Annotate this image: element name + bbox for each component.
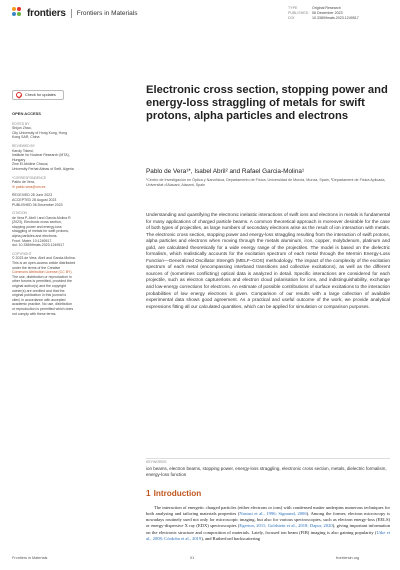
footer-journal: Frontiers in Materials bbox=[12, 556, 48, 560]
article-dates: RECEIVED 28 June 2023 ACCEPTED 28 August 2023 PUBLISHED 06 December 2023 bbox=[12, 193, 63, 207]
citation-head: CITATION bbox=[12, 211, 27, 216]
page-number: 01 bbox=[190, 556, 195, 560]
edited-by: Shijun Zhao, City University of Hong Kong, Hong Kong SAR, China bbox=[12, 126, 68, 140]
correspondence-email-link[interactable]: ✉ pablo.vera@um.es bbox=[12, 184, 46, 189]
reference-link[interactable]: Egerton, 2011; Goldstein et al., 2018; Dapor, 2020 bbox=[239, 523, 333, 529]
reviewed-by-head: REVIEWED BY bbox=[12, 143, 35, 148]
section-heading-introduction bbox=[146, 489, 390, 498]
frontiers-logo[interactable] bbox=[12, 7, 137, 19]
reviewed-by: Karoly Tokesi, Institute for Nuclear Research (MTA), Hungary Zine El Abidine Chaoui, University Ferhat Abbas of Setif, Algeria bbox=[12, 148, 74, 171]
frontiers-mark-icon bbox=[12, 7, 24, 19]
meta-doi[interactable]: DOI 10.3389/fmats.2023.1249517 bbox=[288, 16, 359, 20]
journal-name: Frontiers in Materials bbox=[76, 9, 138, 17]
open-access-label: OPEN ACCESS bbox=[12, 111, 41, 116]
article-sidebar bbox=[12, 90, 98, 319]
check-for-updates-button[interactable]: Check for updates bbox=[12, 90, 64, 100]
copyright: © 2023 de Vera, Abril and Garcia-Molina. This is an open-access article distributed under the terms of the Creative Commons Attribution License (CC BY). The use, distribution or reproduction in other forums is permitted, provided the original author(s) and the copyright owner(s) are credited and that the original publication in this journal is cited, in accordance with accepted academic practice. No use, distribution or reproduction is permitted which does not comply with these terms. bbox=[12, 256, 98, 316]
logo-divider bbox=[71, 9, 72, 18]
keywords-head: KEYWORDS bbox=[146, 460, 167, 464]
citation: de Vera P, Abril I and Garcia-Molina R (2023), Electronic cross section, stopping power and energy-loss straggling of metals for swift protons, alpha particles and electrons. Front. Mater. 10:1249517. doi: 10.3389/fmats.2023.1249517 bbox=[12, 215, 71, 248]
brand-name: frontiers bbox=[27, 7, 66, 19]
meta-type: TYPE Original Research bbox=[288, 6, 341, 10]
footer-site-link[interactable]: frontiersin.org bbox=[336, 556, 360, 560]
introduction-body bbox=[146, 505, 390, 542]
cc-by-license-link[interactable]: Commons Attribution License (CC BY). bbox=[12, 270, 73, 275]
introduction-paragraph: The interaction of energetic charged particles (either electrons or ions) with condensed matter underpins numerous techniques for both analysing and tailoring materials properties (Nastasi et al., 1996; Sigmund, 2006). Among the former, electron microscopy is nowadays routinely used not only for microscopic imaging, but also for various spectroscopies, such as electron energy-loss (EELS) or energy-dispersive X ray (EDX) spectroscopies (Egerton, 2011; Goldstein et al., 2018; Dapor, 2020), giving important information on the electronic structure and composition of materials. Lately, focused ion beam (FIB) imaging is also gaining popularity (Utke et al., 2008; Córdoba et al., 2019), and Rutherford backscattering bbox=[146, 505, 391, 541]
section-number: 1 bbox=[146, 489, 151, 498]
section-title: Introduction bbox=[153, 489, 202, 498]
meta-published: PUBLISHED 06 December 2023 bbox=[288, 11, 343, 15]
correspondence-head: *CORRESPONDENCE bbox=[12, 175, 47, 180]
reference-link[interactable]: Nastasi et al., 1996; Sigmund, 2006 bbox=[239, 511, 307, 517]
article-abstract: Understanding and quantifying the electronic inelastic interactions of swift ions and electrons in metals is fundamental for many applications of charged particle beams. A common theoretical approach is moreover desirable for the case of both types of projectiles, as large numbers of secondary electrons arise as the result of ion interaction with metals. The electronic cross section, stopping power and energy-loss straggling resulting from the interaction of swift protons, alpha particles and electrons when moving through the metals aluminum, iron, copper, molybdenum, platinum and gold, are calculated theoretically for a wide energy range of the projectiles. The model is based on the dielectric formalism, which realistically accounts for the excitation spectrum of each metal through the Mermin Energy-Loss Function—Generalized Oscillator Strength (MELF–GOS) methodology. The impact of the complexity of the excitation spectrum of each metal (encompassing interband transitions and collective excitations), as well as the different sources of (sometimes conflicting) optical data is analyzed in detail. Specific interactions are considered for each projectile, such as electron capture/loss and electron cloud polarisation for ions, and indistinguishability, exchange and low-energy corrections for electrons. An estimate of possible contributions of surface excitations to the interaction probabilities of low energy electrons is given. Comparison of our results with a large collection of available experimental data shows good agreement. As a practical and useful outcome of the work, we provide analytical expressions fitting all our calculated quantities, which can be applied for simulation or comparison purposes. bbox=[146, 212, 390, 309]
keywords: ion beams, electron beams, stopping power, energy-loss straggling, electronic cross section, metals, dielectric formalism, energy-loss function bbox=[146, 466, 387, 477]
article-affiliations: ¹Centro de Investigación en Óptica y Nanofísica, Departamento de Física, Universidad de Murcia, Murcia, Spain, ²Departament de Física Aplicada, Universitat d'Alacant, Alacant, Spain bbox=[146, 178, 386, 187]
edited-by-head: EDITED BY bbox=[12, 121, 30, 126]
article-meta bbox=[288, 6, 359, 21]
reference-link[interactable]: Utke et al., 2008; Córdoba et al., 2019 bbox=[146, 529, 390, 541]
article-title: Electronic cross section, stopping power and energy-loss straggling of metals for swift protons, alpha particles and electrons bbox=[146, 84, 388, 123]
check-icon bbox=[16, 92, 22, 98]
page-header bbox=[0, 0, 400, 28]
copyright-head: COPYRIGHT bbox=[12, 251, 32, 256]
article-authors: Pablo de Vera¹*, Isabel Abril² and Rafael Garcia-Molina¹ bbox=[146, 168, 305, 175]
keywords-divider bbox=[146, 458, 390, 459]
correspondence: Pablo de Vera, ✉ pablo.vera@um.es bbox=[12, 180, 98, 189]
